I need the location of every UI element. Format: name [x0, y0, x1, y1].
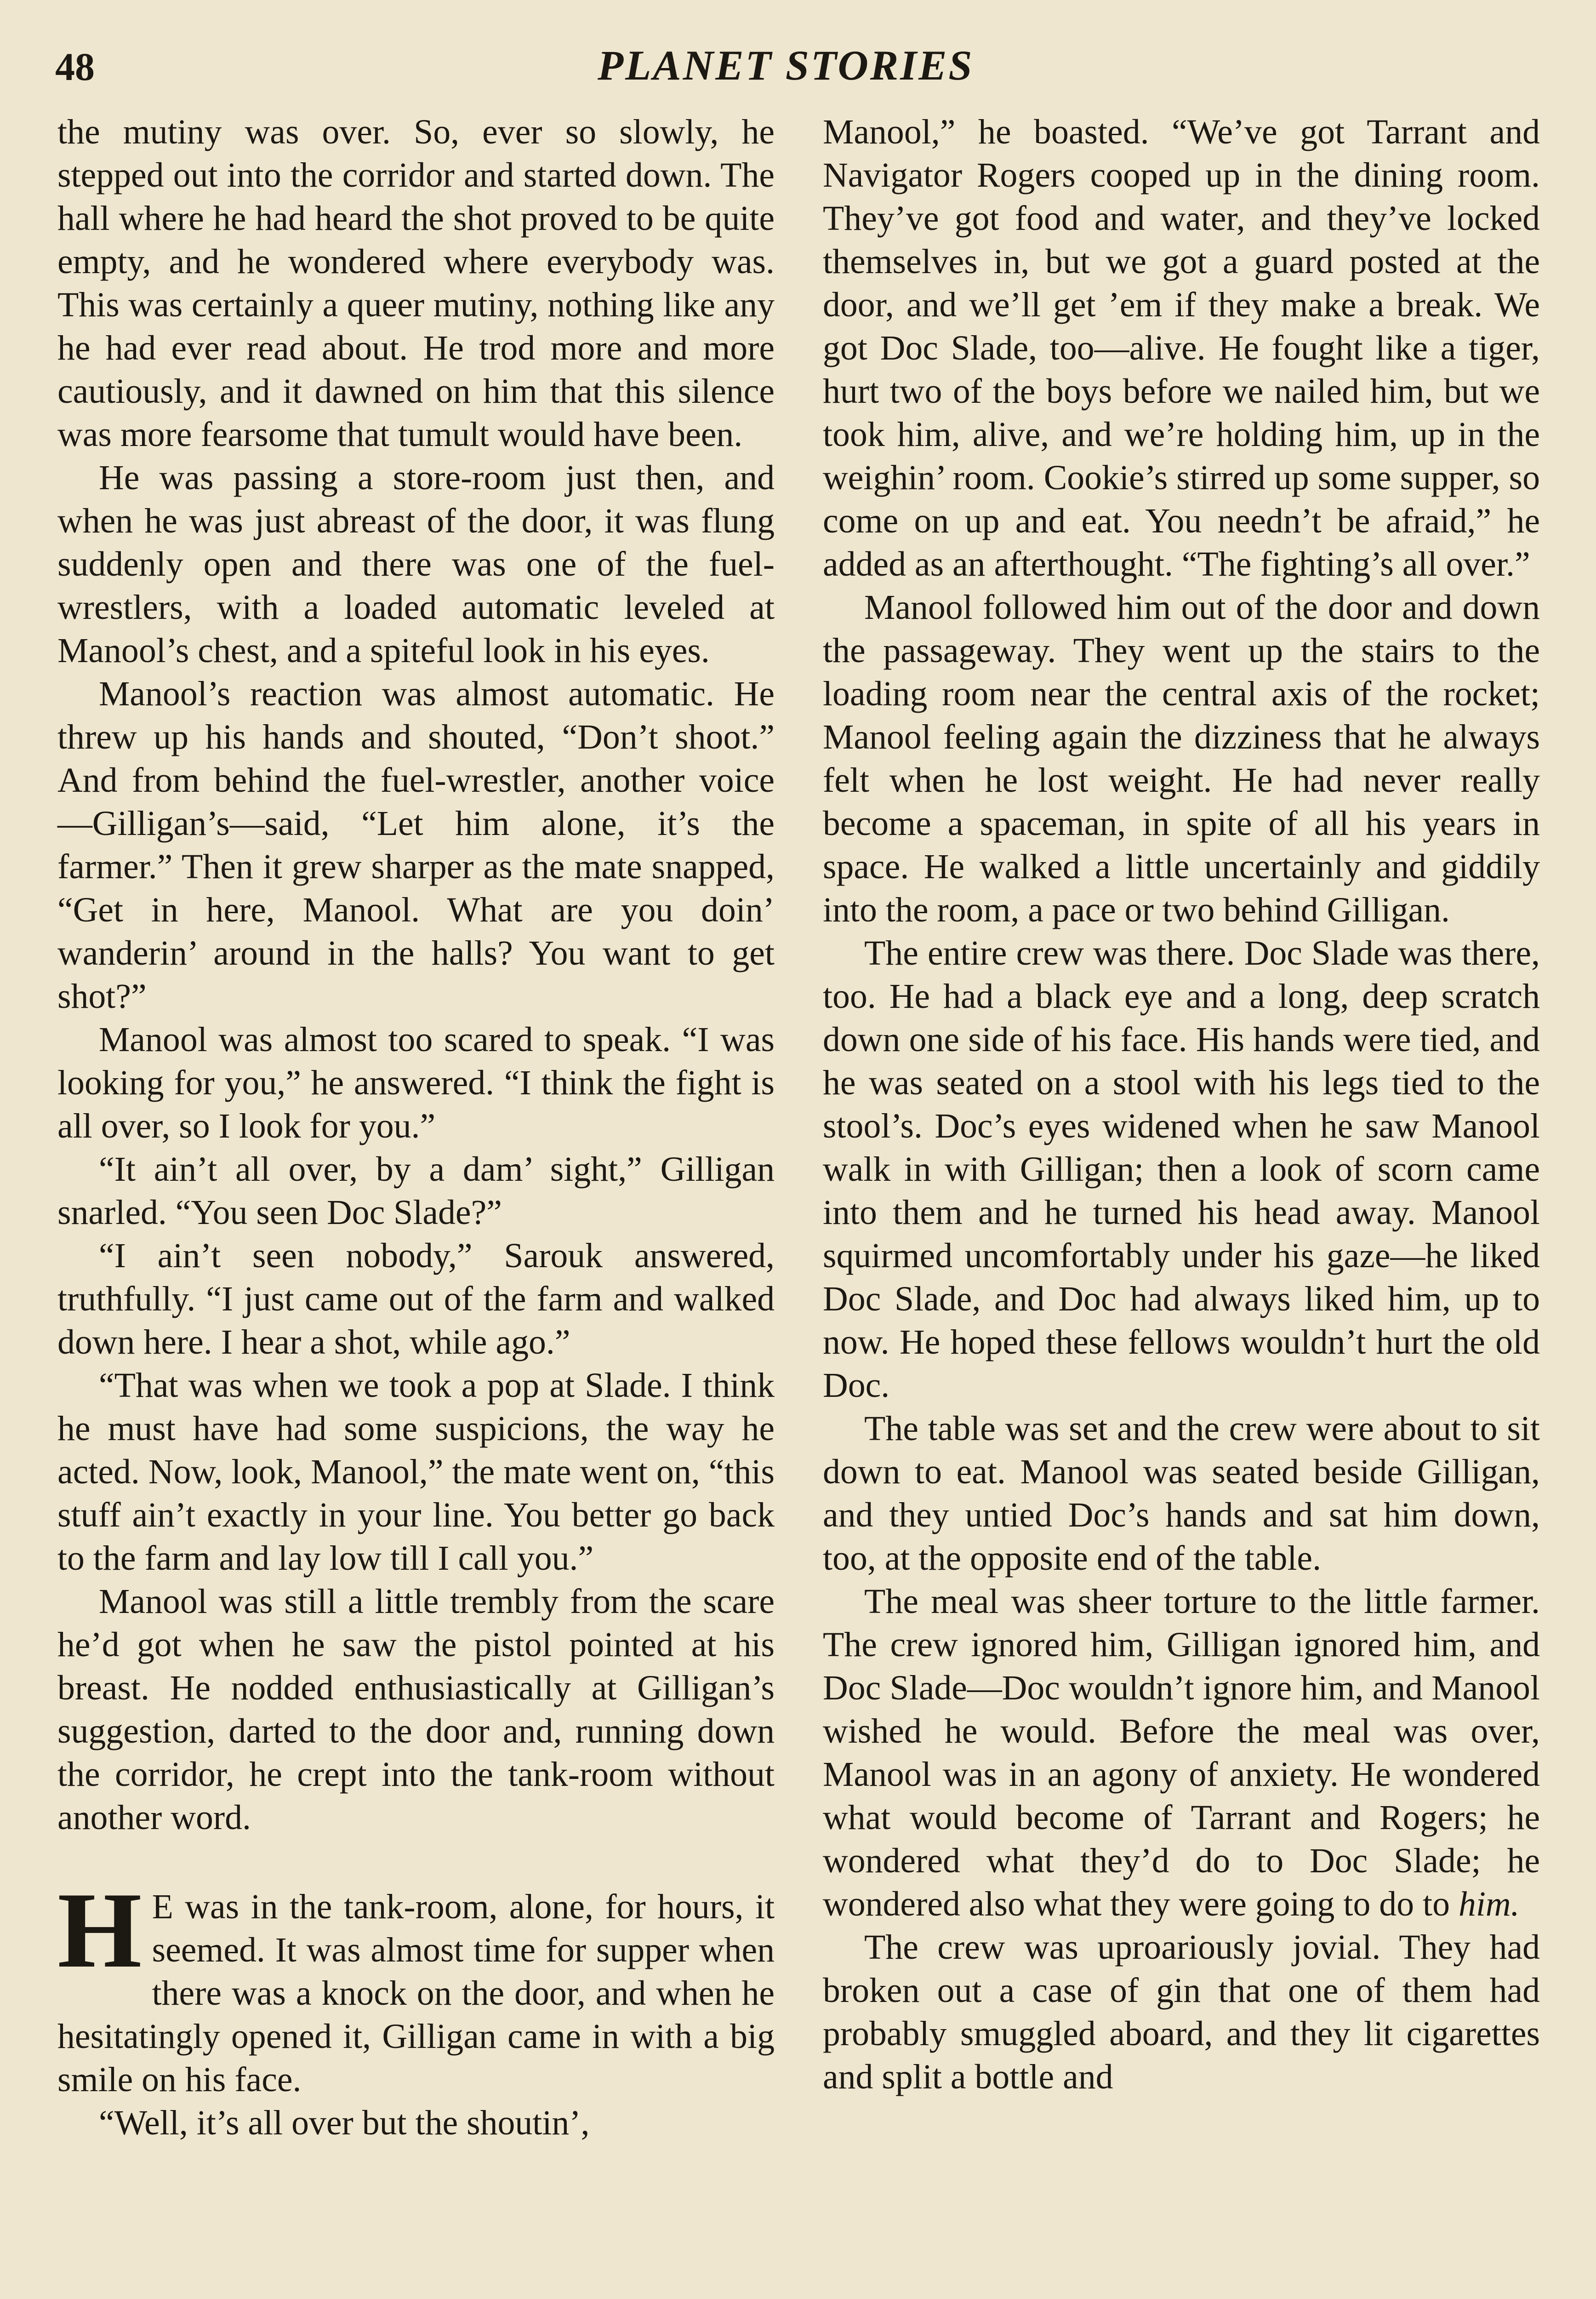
- left-column: [57, 110, 775, 2145]
- paragraph: “That was when we took a pop at Slade. I think he must have had some suspicions, the way he acted. Now, look, Manool,” the mate went on, “this stuff ain’t exactly in your line. You better go back to the farm and lay low till I call you.”: [57, 1366, 775, 1578]
- paragraph-text: The meal was sheer torture to the little farmer. The crew ignored him, Gilligan ignored him, and Doc Slade—Doc wouldn’t ignore him, and Manool wished he would. Before the meal was over, Manool was in an agony of anxiety. He wondered what would become of Tarrant and Rogers; he wondered what they’d do to Doc Slade; he wondered also what they were going to do to: [823, 1582, 1540, 1923]
- paragraph: “Well, it’s all over but the shoutin’,: [99, 2104, 590, 2142]
- page-number: 48: [55, 45, 95, 89]
- paragraph: “It ain’t all over, by a dam’ sight,” Gilligan snarled. “You seen Doc Slade?”: [57, 1150, 775, 1232]
- paragraph: [823, 1580, 1540, 1926]
- paragraph: “I ain’t seen nobody,” Sarouk answered, truthfully. “I just came out of the farm and walked down here. I hear a shot, while ago.”: [57, 1236, 775, 1361]
- paragraph: Manool was still a little trembly from the scare he’d got when he saw the pistol pointed at his breast. He nodded enthusiastically at Gilligan’s suggestion, darted to the door and, running down the corridor, he crept into the tank-room without another word.: [57, 1582, 775, 1837]
- drop-cap-paragraph-text: E was in the tank-room, alone, for hours, it seemed. It was almost time for supper when there was a knock on the door, and when he hesitatingly opened it, Gilligan came in with a big smile on his face.: [57, 1887, 775, 2099]
- right-column: [823, 110, 1540, 2099]
- drop-cap: H: [57, 1870, 142, 1990]
- paragraph: The table was set and the crew were about to sit down to eat. Manool was seated beside Gilligan, and they untied Doc’s hands and sat him down, too, at the opposite end of the table.: [823, 1409, 1540, 1578]
- page-header: [55, 44, 1541, 94]
- paragraph: the mutiny was over. So, ever so slowly, he stepped out into the corridor and started down. The hall where he had heard the shot proved to be quite empty, and he wondered where everybody was. This was certainly a queer mutiny, nothing like any he had ever read about. He trod more and more cautiously, and it dawned on him that this silence was more fearsome that tumult would have been.: [57, 113, 775, 454]
- paragraph: The entire crew was there. Doc Slade was there, too. He had a black eye and a long, deep scratch down one side of his face. His hands were tied, and he was seated on a stool with his legs tied to the stool’s. Doc’s eyes widened when he saw Manool walk in with Gilligan; then a look of scorn came into them and he turned his head away. Manool squirmed uncomfortably under his gaze—he liked Doc Slade, and Doc had always liked him, up to now. He hoped these fellows wouldn’t hurt the old Doc.: [823, 934, 1540, 1405]
- drop-cap-paragraph: [57, 1870, 775, 2101]
- paragraph: He was passing a store-room just then, and when he was just abreast of the door, it was flung suddenly open and there was one of the fuel-wrestlers, with a loaded automatic leveled at Manool’s chest, and a spiteful look in his eyes.: [57, 458, 775, 670]
- emphasis-word: him.: [1458, 1885, 1520, 1923]
- paragraph: Manool was almost too scared to speak. “I was looking for you,” he answered. “I think the fight is all over, so I look for you.”: [57, 1020, 775, 1145]
- paragraph: The crew was uproariously jovial. They had broken out a case of gin that one of them had probably smuggled aboard, and they lit cigarettes and split a bottle and: [823, 1928, 1540, 2096]
- paragraph: Manool’s reaction was almost automatic. He threw up his hands and shouted, “Don’t shoot.” And from behind the fuel-wrestler, another voice—Gilligan’s—said, “Let him alone, it’s the farmer.” Then it grew sharper as the mate snapped, “Get in here, Manool. What are you doin’ wanderin’ around in the halls? You want to get shot?”: [57, 675, 775, 1016]
- paragraph: Manool,” he boasted. “We’ve got Tarrant and Navigator Rogers cooped up in the dining room. They’ve got food and water, and they’ve locked themselves in, but we got a guard posted at the door, and we’ll get ’em if they make a break. We got Doc Slade, too—alive. He fought like a tiger, hurt two of the boys before we nailed him, but we took him, alive, and we’re holding him, up in the weighin’ room. Cookie’s stirred up some supper, so come on up and eat. You needn’t be afraid,” he added as an afterthought. “The fighting’s all over.”: [823, 113, 1540, 583]
- running-title: PLANET STORIES: [598, 42, 974, 89]
- section-break: [57, 1839, 775, 1885]
- paragraph: Manool followed him out of the door and down the passageway. They went up the stairs to the loading room near the central axis of the rocket; Manool feeling again the dizziness that he always felt when he lost weight. He had never really become a spaceman, in spite of all his years in space. He walked a little uncertainly and giddily into the room, a pace or two behind Gilligan.: [823, 588, 1540, 929]
